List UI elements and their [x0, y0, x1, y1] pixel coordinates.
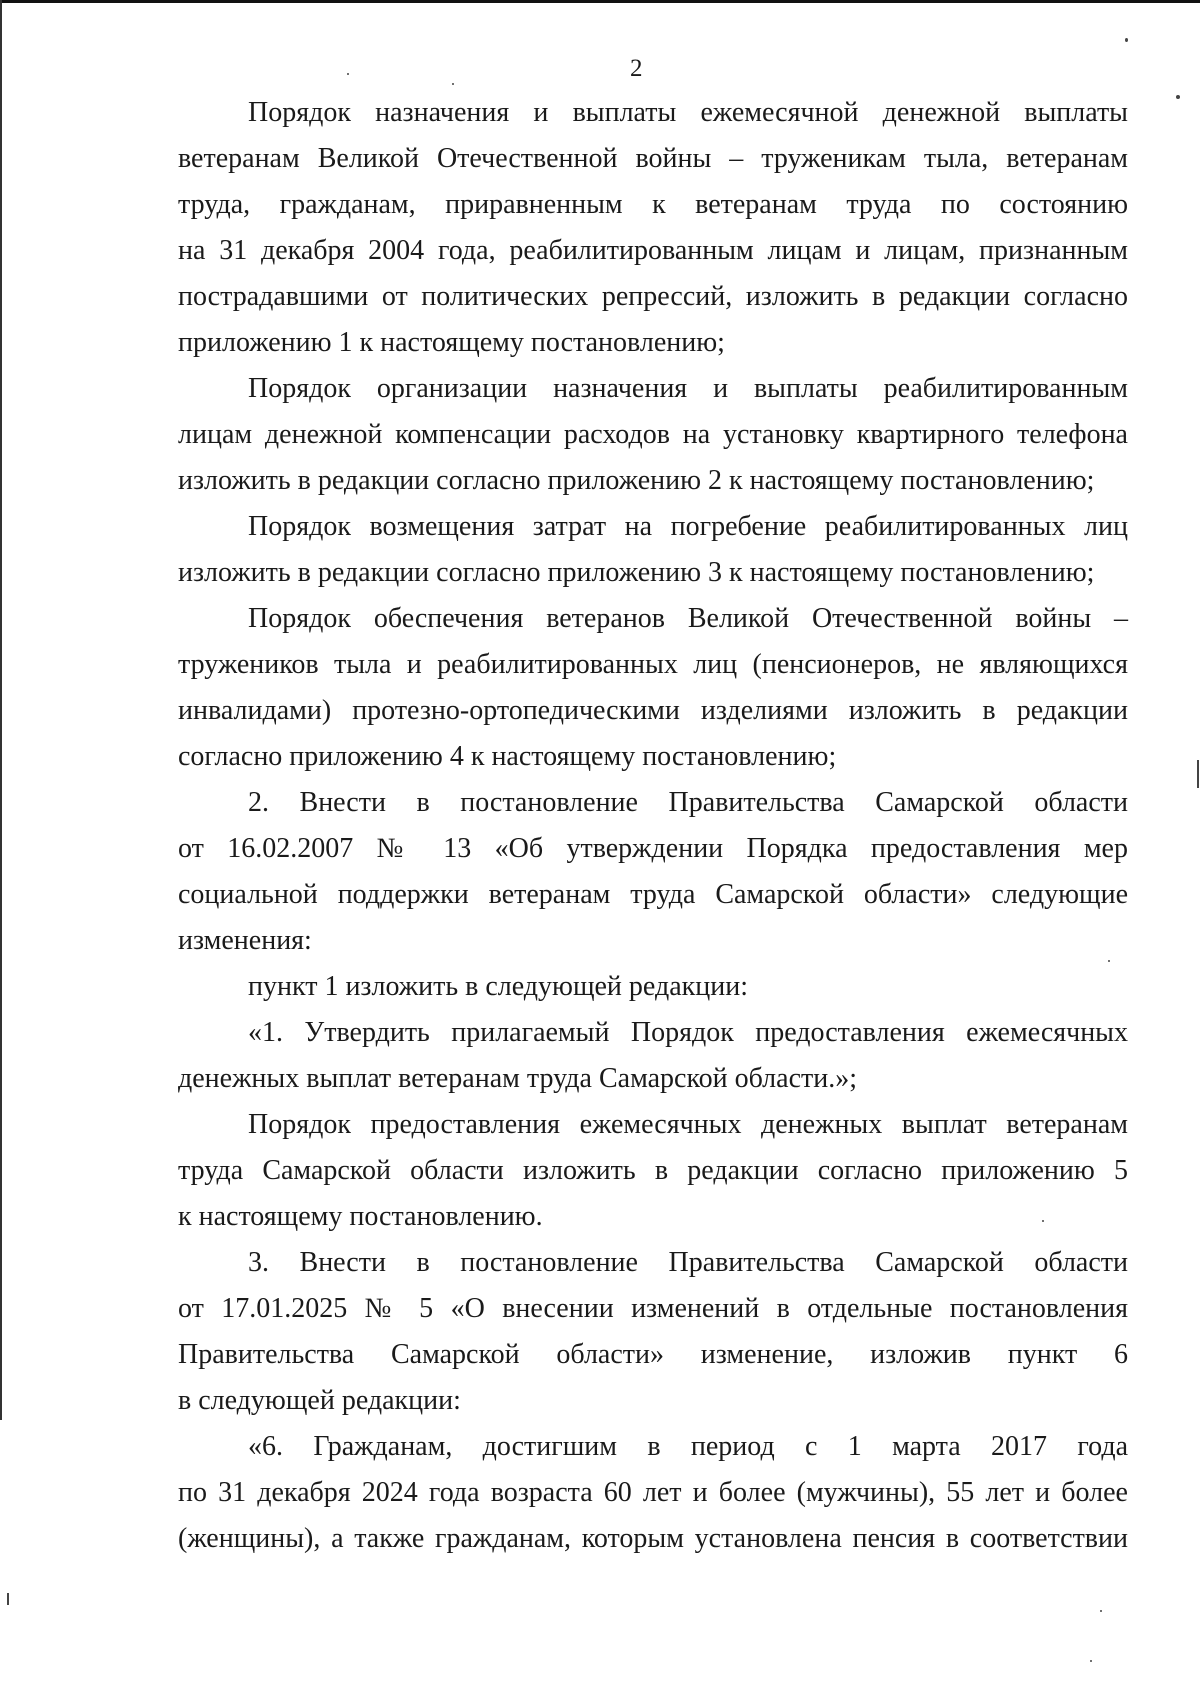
- paragraph-appendix-5: [178, 1102, 1128, 1240]
- scan-speck: [1125, 38, 1128, 42]
- text-line: к настоящему постановлению.: [178, 1201, 543, 1232]
- paragraph-appendix-4: [178, 596, 1128, 780]
- paragraph-item-2: [178, 780, 1128, 964]
- scan-speck: [1176, 95, 1180, 99]
- paragraph-appendix-1: [178, 90, 1128, 366]
- text-line: лицам денежной компенсации расходов на установку квартирного телефона: [178, 419, 1128, 450]
- text-line: Порядок обеспечения ветеранов Великой Отечественной войны –: [248, 603, 1128, 634]
- scan-speck: [452, 83, 454, 85]
- paragraph-appendix-3: [178, 504, 1128, 596]
- text-line: 3. Внести в постановление Правительства Самарской области: [248, 1247, 1128, 1278]
- text-line: Порядок организации назначения и выплаты реабилитированным: [248, 373, 1128, 404]
- text-line: в следующей редакции:: [178, 1385, 461, 1416]
- text-line: труда Самарской области изложить в редакции согласно приложению 5: [178, 1155, 1128, 1186]
- text-line: 2. Внести в постановление Правительства Самарской области: [248, 787, 1128, 818]
- text-line: от 16.02.2007 № 13 «Об утверждении Порядка предоставления мер: [178, 833, 1128, 864]
- text-line: изменения:: [178, 925, 312, 956]
- text-line: пункт 1 изложить в следующей редакции:: [248, 971, 748, 1002]
- paragraph-clause-1-intro: [178, 964, 1128, 1010]
- text-line: Порядок предоставления ежемесячных денежных выплат ветеранам: [248, 1109, 1128, 1140]
- paragraph-clause-1-text: [178, 1010, 1128, 1102]
- scan-speck: [1197, 760, 1199, 788]
- text-line: денежных выплат ветеранам труда Самарской области.»;: [178, 1063, 858, 1094]
- paragraph-clause-6: [178, 1424, 1128, 1562]
- text-line: труда, гражданам, приравненным к ветеранам труда по состоянию: [178, 189, 1128, 220]
- scan-speck: [1100, 1610, 1102, 1612]
- scan-speck: [1042, 1220, 1044, 1222]
- paragraph-appendix-2: [178, 366, 1128, 504]
- text-line: согласно приложению 4 к настоящему постановлению;: [178, 741, 837, 772]
- text-line: пострадавшими от политических репрессий, изложить в редакции согласно: [178, 281, 1128, 312]
- text-line: «6. Гражданам, достигшим в период с 1 марта 2017 года: [248, 1431, 1128, 1462]
- text-line: (женщины), а также гражданам, которым установлена пенсия в соответствии: [178, 1523, 1128, 1554]
- scan-speck: [347, 73, 349, 75]
- scan-top-edge: [0, 0, 1200, 3]
- scan-left-edge: [0, 0, 2, 1420]
- text-line: Правительства Самарской области» изменение, изложив пункт 6: [178, 1339, 1128, 1370]
- text-line: изложить в редакции согласно приложению 2 к настоящему постановлению;: [178, 465, 1095, 496]
- text-line: тружеников тыла и реабилитированных лиц (пенсионеров, не являющихся: [178, 649, 1128, 680]
- text-line: от 17.01.2025 № 5 «О внесении изменений в отдельные постановления: [178, 1293, 1128, 1324]
- scan-speck: [1090, 1660, 1092, 1662]
- text-line: Порядок назначения и выплаты ежемесячной денежной выплаты: [248, 97, 1128, 128]
- text-line: приложению 1 к настоящему постановлению;: [178, 327, 725, 358]
- text-line: по 31 декабря 2024 года возраста 60 лет и более (мужчины), 55 лет и более: [178, 1477, 1128, 1508]
- text-line: социальной поддержки ветеранам труда Самарской области» следующие: [178, 879, 1128, 910]
- scan-speck: [1108, 960, 1110, 962]
- text-line: «1. Утвердить прилагаемый Порядок предоставления ежемесячных: [248, 1017, 1128, 1048]
- paragraph-item-3: [178, 1240, 1128, 1424]
- text-line: инвалидами) протезно-ортопедическими изделиями изложить в редакции: [178, 695, 1128, 726]
- text-line: изложить в редакции согласно приложению 3 к настоящему постановлению;: [178, 557, 1095, 588]
- document-body: [178, 90, 1128, 1562]
- scan-speck: [7, 1593, 9, 1605]
- page-number: 2: [630, 55, 643, 82]
- text-line: ветеранам Великой Отечественной войны – труженикам тыла, ветеранам: [178, 143, 1128, 174]
- text-line: на 31 декабря 2004 года, реабилитированным лицам и лицам, признанным: [178, 235, 1128, 266]
- text-line: Порядок возмещения затрат на погребение реабилитированных лиц: [248, 511, 1128, 542]
